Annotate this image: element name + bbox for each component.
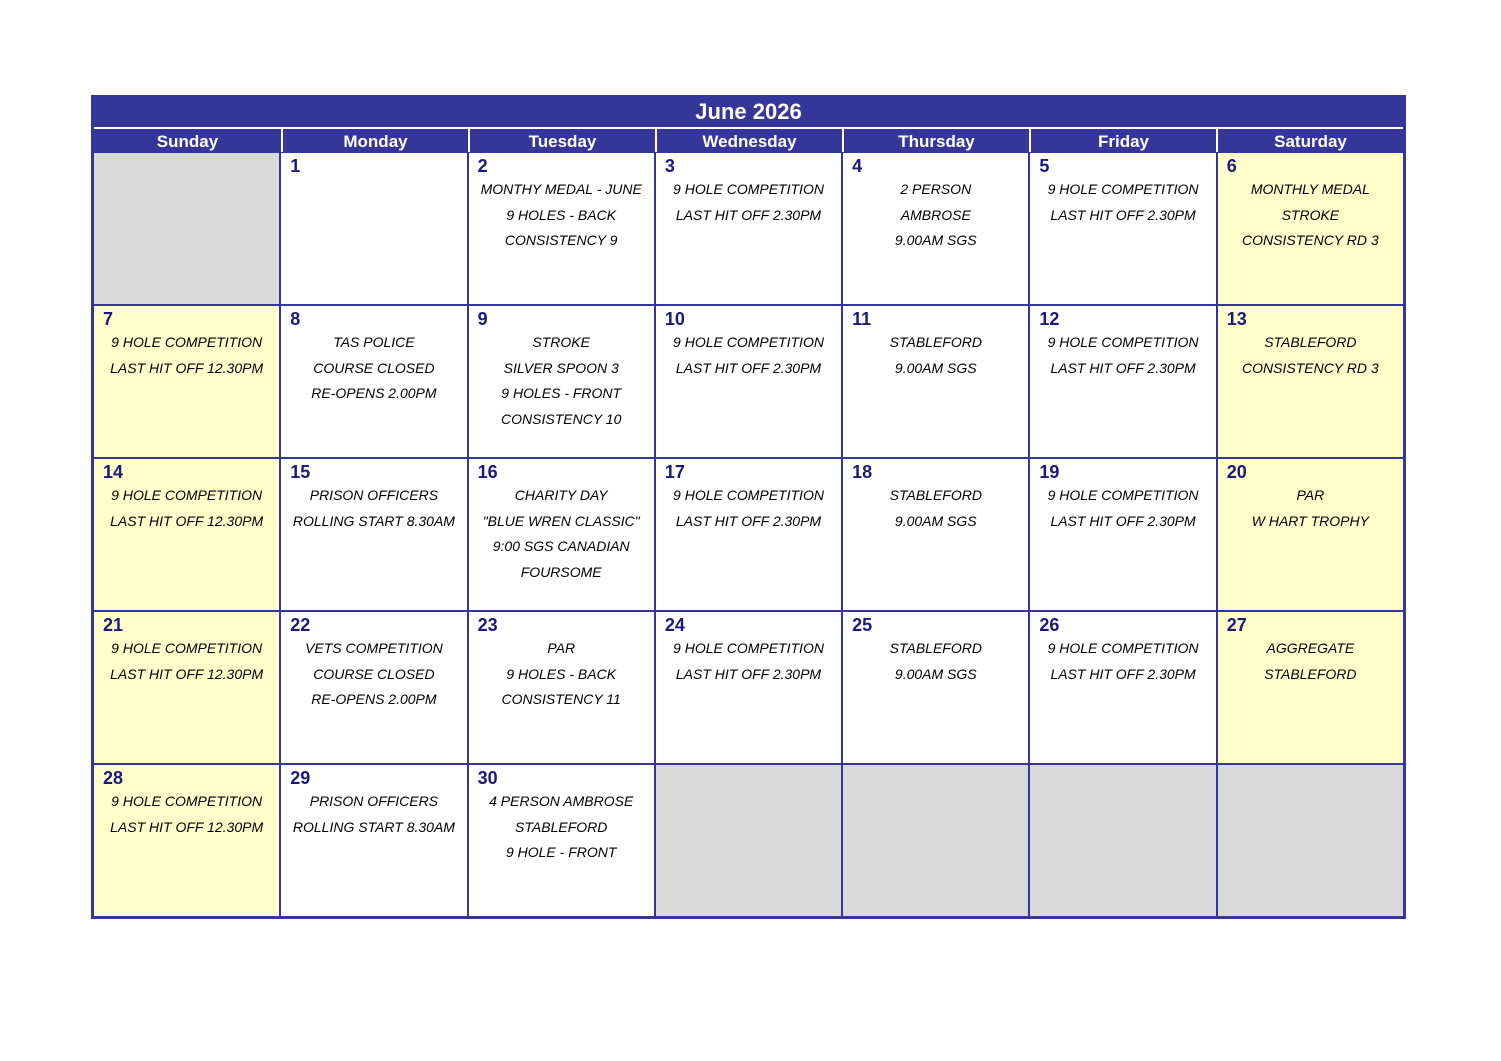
empty-day-cell [656, 765, 841, 916]
day-cell [1030, 306, 1215, 457]
weekday-header: Monday [281, 127, 468, 152]
day-number: 26 [1039, 615, 1060, 635]
event-line: 9 HOLE - FRONT [505, 844, 617, 860]
calendar-grid [94, 153, 1403, 916]
day-cell [281, 459, 466, 610]
event-line: CONSISTENCY RD 3 [1242, 359, 1379, 376]
day-cell [1030, 153, 1215, 304]
day-cell [281, 153, 466, 304]
event-line: 9 HOLE COMPETITION [111, 487, 263, 503]
day-cell [843, 306, 1028, 457]
event-line: FOURSOME [520, 563, 602, 580]
empty-day-cell [1218, 765, 1403, 916]
event-line: PAR [547, 640, 576, 656]
day-number: 23 [477, 615, 498, 635]
event-line: CONSISTENCY 10 [501, 410, 622, 427]
event-list [1030, 177, 1215, 228]
event-list [469, 483, 654, 585]
event-line: 9 HOLE COMPETITION [673, 640, 824, 656]
day-number: 30 [477, 768, 498, 788]
event-line: RE-OPENS 2.00PM [311, 385, 437, 401]
event-line: CONSISTENCY 11 [501, 691, 621, 707]
event-list [1218, 330, 1403, 381]
event-list [281, 330, 466, 407]
event-list [94, 483, 279, 534]
event-list [281, 636, 466, 713]
event-line: STABLEFORD [1264, 665, 1357, 682]
event-line: LAST HIT OFF 12.30PM [110, 665, 264, 682]
day-number: 3 [664, 156, 675, 176]
event-list [469, 330, 654, 432]
event-line: AMBROSE [900, 206, 971, 223]
event-list [94, 330, 279, 381]
day-number: 29 [290, 768, 311, 788]
event-list [94, 789, 279, 840]
event-line: LAST HIT OFF 12.30PM [110, 359, 264, 376]
event-list [1218, 483, 1403, 534]
event-line: 9 HOLE COMPETITION [1047, 181, 1199, 197]
day-number: 20 [1226, 462, 1247, 482]
event-list [1218, 636, 1403, 687]
event-line: 9 HOLES - FRONT [501, 385, 622, 401]
calendar-title: June 2026 [695, 99, 802, 124]
event-line: STABLEFORD [889, 487, 982, 503]
day-number: 9 [477, 309, 488, 329]
day-cell [1218, 459, 1403, 610]
day-number: 15 [290, 462, 311, 482]
day-number: 4 [852, 156, 863, 176]
day-number: 6 [1226, 156, 1237, 176]
day-cell [469, 153, 654, 304]
event-line: 9 HOLES - BACK [506, 206, 617, 223]
calendar [91, 95, 1406, 919]
day-cell [843, 153, 1028, 304]
event-line: CONSISTENCY RD 3 [1242, 232, 1379, 248]
day-number: 11 [852, 309, 872, 329]
day-number: 17 [664, 462, 685, 482]
event-line: STROKE [532, 334, 590, 350]
event-line: MONTHLY MEDAL [1250, 181, 1370, 197]
event-line: 2 PERSON [900, 181, 972, 197]
event-line: LAST HIT OFF 12.30PM [110, 818, 264, 835]
event-line: 9 HOLE COMPETITION [673, 487, 824, 503]
event-line: STROKE [1281, 206, 1340, 223]
event-list [843, 483, 1028, 534]
day-cell [94, 765, 279, 916]
event-line: STABLEFORD [889, 334, 982, 350]
event-line: LAST HIT OFF 2.30PM [675, 206, 822, 223]
event-line: LAST HIT OFF 2.30PM [1050, 512, 1196, 529]
day-cell [281, 612, 466, 763]
event-line: ROLLING START 8.30AM [292, 818, 455, 835]
event-line: CHARITY DAY [514, 487, 608, 503]
event-list [656, 636, 841, 687]
day-number: 5 [1039, 156, 1050, 176]
event-list [1030, 483, 1215, 534]
day-cell [94, 459, 279, 610]
event-list [843, 636, 1028, 687]
event-line: LAST HIT OFF 2.30PM [1050, 359, 1196, 376]
day-number: 1 [290, 156, 301, 176]
event-line: 9 HOLE COMPETITION [1047, 487, 1199, 503]
empty-day-cell [1030, 765, 1215, 916]
day-number: 8 [290, 309, 301, 329]
day-number: 2 [477, 156, 488, 176]
event-line: COURSE CLOSED [313, 359, 435, 376]
weekday-header: Wednesday [655, 127, 842, 152]
event-line: STABLEFORD [889, 640, 982, 656]
event-list [1030, 636, 1215, 687]
day-number: 12 [1039, 309, 1060, 329]
event-line: 9 HOLE COMPETITION [111, 334, 263, 350]
event-line: MONTHY MEDAL - JUNE [480, 181, 642, 197]
event-list [843, 330, 1028, 381]
day-number: 24 [664, 615, 685, 635]
event-line: 9:00 SGS CANADIAN [492, 538, 630, 554]
day-cell [1218, 153, 1403, 304]
day-cell [656, 153, 841, 304]
empty-day-cell [843, 765, 1028, 916]
day-cell [656, 612, 841, 763]
event-line: VETS COMPETITION [305, 640, 443, 656]
day-number: 19 [1039, 462, 1060, 482]
day-number: 25 [852, 615, 873, 635]
event-list [469, 177, 654, 254]
event-list [281, 789, 466, 840]
event-line: 9.00AM SGS [894, 359, 977, 376]
day-number: 7 [103, 309, 114, 329]
day-cell [94, 612, 279, 763]
event-line: 9 HOLE COMPETITION [673, 181, 824, 197]
event-line: PRISON OFFICERS [309, 487, 439, 503]
day-number: 22 [290, 615, 311, 635]
day-cell [843, 459, 1028, 610]
event-list [843, 177, 1028, 254]
event-line: 9.00AM SGS [894, 665, 977, 682]
weekday-header: Thursday [842, 127, 1029, 152]
event-list [281, 483, 466, 534]
event-line: 4 PERSON AMBROSE [489, 793, 634, 809]
event-line: 9 HOLES - BACK [506, 665, 617, 682]
day-cell [656, 459, 841, 610]
event-line: LAST HIT OFF 2.30PM [675, 665, 822, 682]
day-number: 18 [852, 462, 873, 482]
event-line: 9 HOLE COMPETITION [111, 640, 263, 656]
day-cell [281, 306, 466, 457]
day-number: 14 [103, 462, 124, 482]
event-line: STABLEFORD [1264, 334, 1357, 350]
day-cell [843, 612, 1028, 763]
event-list [1218, 177, 1403, 254]
event-line: COURSE CLOSED [313, 665, 435, 682]
event-line: AGGREGATE [1266, 640, 1355, 656]
day-cell [656, 306, 841, 457]
event-line: W HART TROPHY [1251, 512, 1369, 529]
event-line: SILVER SPOON 3 [503, 359, 619, 376]
day-number: 13 [1226, 309, 1247, 329]
day-number: 16 [477, 462, 498, 482]
event-line: 9 HOLE COMPETITION [111, 793, 263, 809]
day-number: 28 [103, 768, 124, 788]
event-line: 9 HOLE COMPETITION [673, 334, 824, 350]
day-cell [469, 459, 654, 610]
event-list [656, 177, 841, 228]
event-line: "BLUE WREN CLASSIC" [482, 512, 640, 529]
day-cell [1218, 612, 1403, 763]
day-cell [469, 765, 654, 916]
event-list [469, 636, 654, 713]
day-cell [1218, 306, 1403, 457]
event-list [656, 330, 841, 381]
weekday-header-row [94, 127, 1403, 152]
event-list [1030, 330, 1215, 381]
weekday-header: Tuesday [468, 127, 655, 152]
weekday-header: Saturday [1216, 127, 1403, 152]
event-line: LAST HIT OFF 12.30PM [110, 512, 264, 529]
day-cell [281, 765, 466, 916]
event-line: TAS POLICE [333, 334, 415, 350]
event-line: LAST HIT OFF 2.30PM [1050, 206, 1196, 223]
event-line: PRISON OFFICERS [309, 793, 439, 809]
event-list [94, 636, 279, 687]
event-line: 9 HOLE COMPETITION [1047, 640, 1199, 656]
event-line: CONSISTENCY 9 [504, 232, 618, 248]
event-line: 9.00AM SGS [894, 512, 977, 529]
event-list [656, 483, 841, 534]
event-line: PAR [1296, 487, 1325, 503]
empty-day-cell [94, 153, 279, 304]
weekday-header: Friday [1029, 127, 1216, 152]
event-line: RE-OPENS 2.00PM [311, 691, 437, 707]
day-number: 21 [103, 615, 124, 635]
day-number: 27 [1226, 615, 1247, 635]
event-line: ROLLING START 8.30AM [292, 512, 455, 529]
day-cell [469, 612, 654, 763]
event-line: 9 HOLE COMPETITION [1047, 334, 1199, 350]
event-line: LAST HIT OFF 2.30PM [675, 359, 822, 376]
day-cell [94, 306, 279, 457]
weekday-header: Sunday [94, 127, 281, 152]
day-cell [469, 306, 654, 457]
day-cell [1030, 459, 1215, 610]
event-line: 9.00AM SGS [894, 232, 977, 248]
event-line: STABLEFORD [515, 818, 608, 835]
event-line: LAST HIT OFF 2.30PM [675, 512, 822, 529]
day-cell [1030, 612, 1215, 763]
day-number: 10 [664, 309, 685, 329]
event-list [469, 789, 654, 866]
event-line: LAST HIT OFF 2.30PM [1050, 665, 1196, 682]
